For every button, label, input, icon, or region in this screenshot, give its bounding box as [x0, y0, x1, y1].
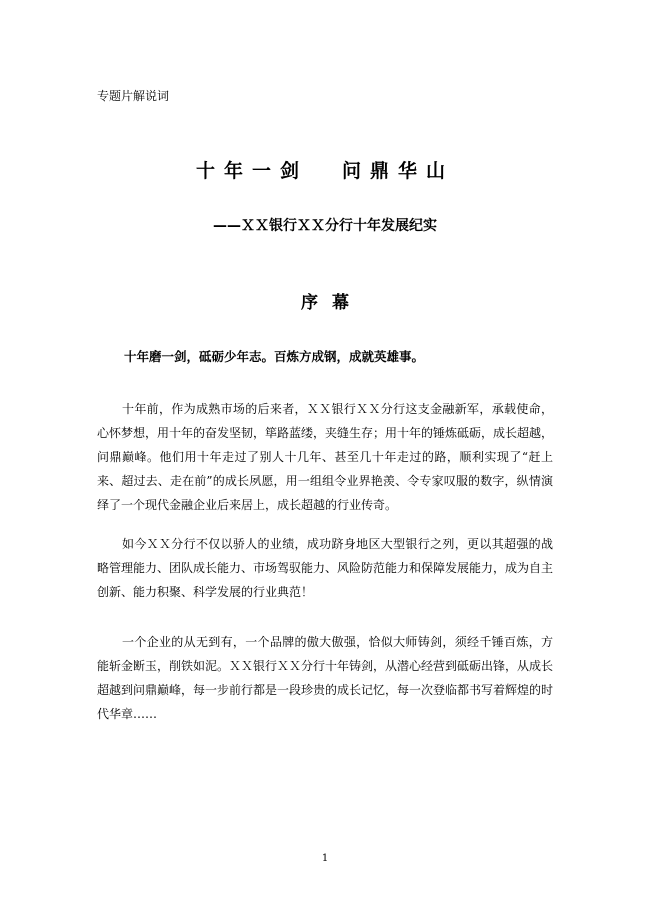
section-title: 序幕 — [301, 293, 363, 313]
document-type-label: 专题片解说词 — [97, 89, 170, 103]
subtitle: ——ＸＸ银行ＸＸ分行十年发展纪实 — [213, 218, 437, 234]
body-paragraph-1: 十年前，作为成熟市场的后来者，ＸＸ银行ＸＸ分行这支金融新军，承载使命，心怀梦想，用十年的奋发坚韧，筚路蓝缕，夹缝生存；用十年的锤炼砥砺，成长超越，问鼎巅峰。他们用十年走过了别人十几年、甚至几十年走过的路，顺利实现了“赶上来、超过去、走在前”的成长夙愿，用一组组令业界艳羡、令专家叹服的数字，纵情演绎了一个现代金融企业后来居上，成长超越的行业传奇。 — [97, 402, 554, 512]
main-title-part-2: 问鼎华山 — [342, 160, 455, 182]
lead-sentence: 十年磨一剑，砥砺少年志。百炼方成钢，成就英雄事。 — [124, 349, 425, 364]
main-title-part-1: 十年一剑 — [195, 160, 308, 182]
page-number: 1 — [321, 853, 329, 864]
body-paragraph-3: 一个企业的从无到有，一个品牌的傲大傲强，恰似大师铸剑，须经千锤百炼，方能斩金断玉，削铁如泥。ＸＸ银行ＸＸ分行十年铸剑，从潜心经营到砥砺出锋，从成长超越到问鼎巅峰，每一步前行都是一段珍贵的成长记忆，每一次登临都书写着辉煌的时代华章…… — [97, 635, 554, 721]
body-paragraph-2: 如今ＸＸ分行不仅以骄人的业绩，成功跻身地区大型银行之列，更以其超强的战略管理能力、团队成长能力、市场驾驭能力、风险防范能力和保障发展能力，成为自主创新、能力积聚、科学发展的行业典范！ — [97, 537, 554, 599]
main-title — [0, 158, 650, 184]
